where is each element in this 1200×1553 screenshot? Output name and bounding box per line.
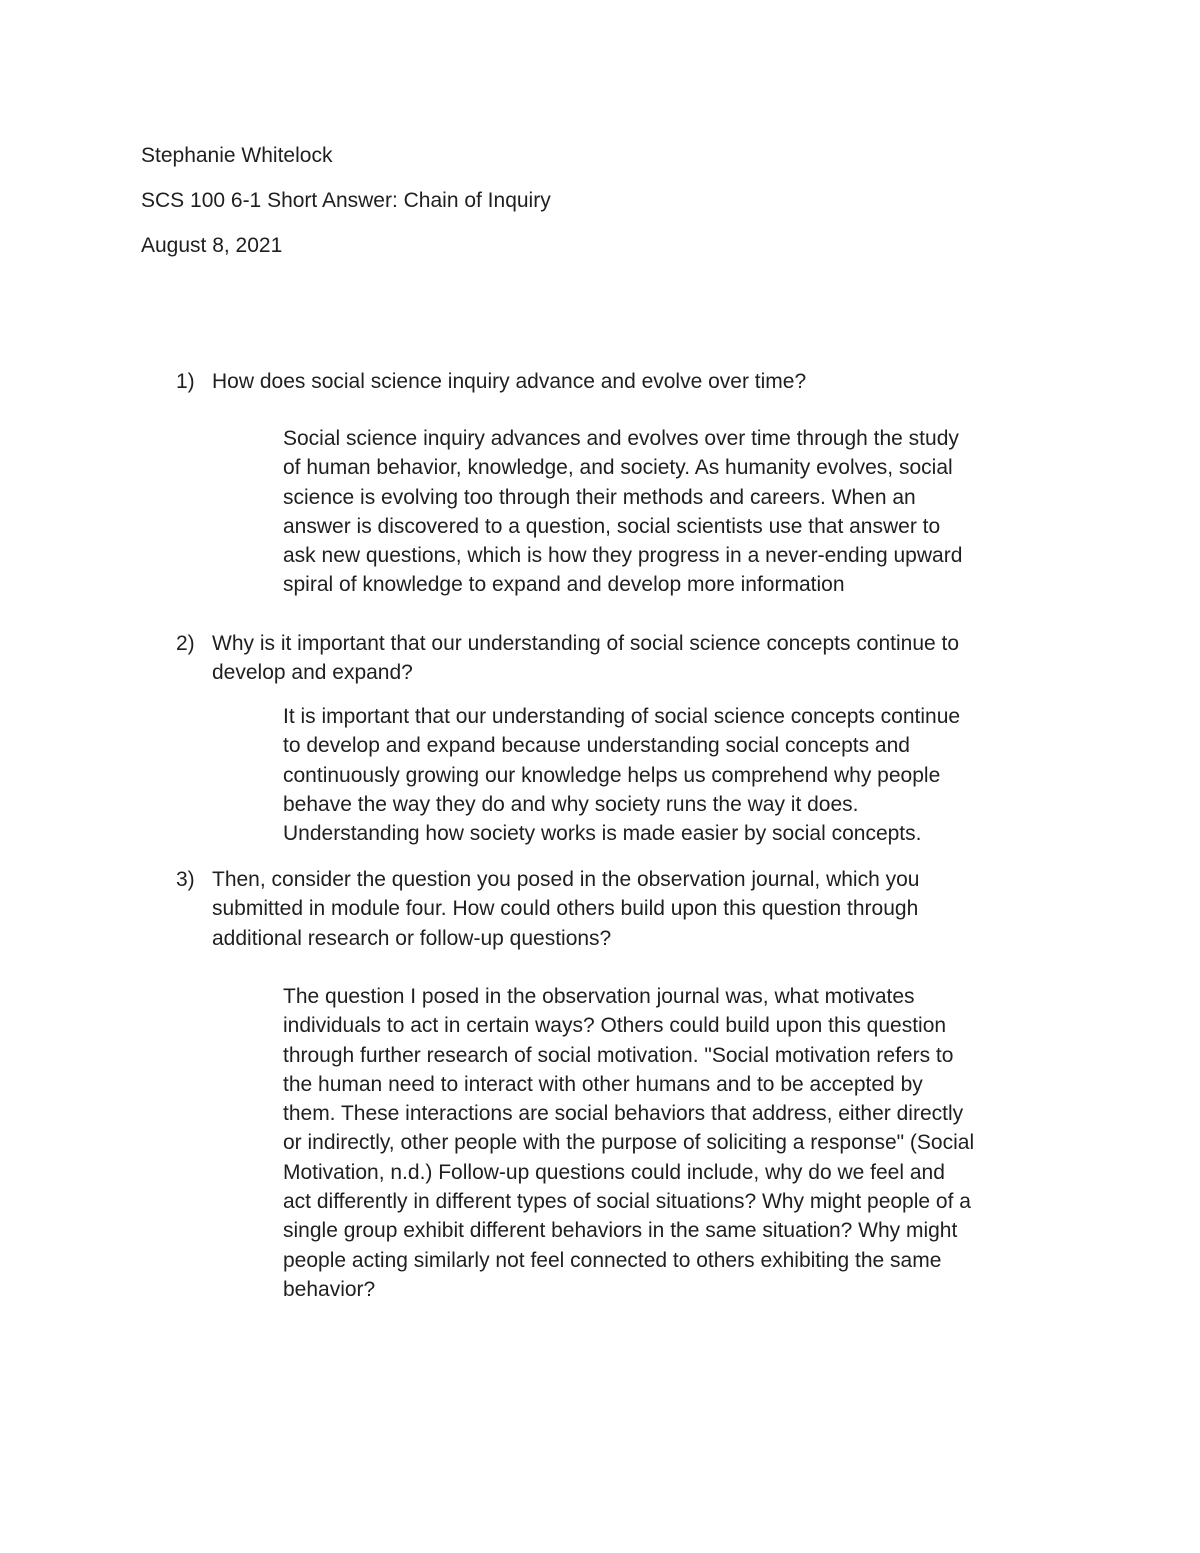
question-number-2: 2): [176, 632, 195, 655]
question-2-line: Why is it important that our understanding of social science concepts continue to: [212, 632, 960, 655]
answer-2-line: It is important that our understanding of social science concepts continue: [283, 705, 961, 728]
answer-1-line: answer is discovered to a question, social scientists use that answer to: [283, 514, 941, 538]
question-1-text: [212, 367, 1092, 396]
answer-3-line: single group exhibit different behaviors in the same situation? Why might: [283, 1219, 958, 1243]
question-3-line: submitted in module four. How could others build upon this question through: [212, 897, 919, 921]
question-number-1: 1): [176, 370, 195, 393]
answer-1: [283, 424, 1083, 600]
answer-3-line: through further research of social motivation. "Social motivation refers to: [283, 1043, 954, 1067]
answer-3-line: people acting similarly not feel connected to others exhibiting the same: [283, 1248, 942, 1272]
answer-1-line: Social science inquiry advances and evolves over time through the study: [283, 427, 959, 450]
answer-3-line: individuals to act in certain ways? Others could build upon this question: [283, 1014, 947, 1038]
question-3-line: Then, consider the question you posed in the observation journal, which you: [212, 868, 920, 891]
question-2-text: [212, 629, 1092, 688]
question-1-line: How does social science inquiry advance and evolve over time?: [212, 370, 807, 393]
author-name: Stephanie Whitelock: [141, 144, 333, 167]
question-2-line: develop and expand?: [212, 661, 413, 685]
answer-2-line: Understanding how society works is made easier by social concepts.: [283, 822, 922, 846]
answer-3-line: The question I posed in the observation journal was, what motivates: [283, 985, 915, 1008]
document-date: August 8, 2021: [141, 234, 283, 257]
answer-3-line: Motivation, n.d.) Follow-up questions could include, why do we feel and: [283, 1160, 945, 1184]
answer-1-line: ask new questions, which is how they progress in a never-ending upward: [283, 544, 963, 568]
answer-3-line: the human need to interact with other humans and to be accepted by: [283, 1072, 923, 1096]
answer-1-line: of human behavior, knowledge, and society. As humanity evolves, social: [283, 456, 953, 480]
answer-2-line: to develop and expand because understanding social concepts and: [283, 734, 910, 758]
answer-1-line: science is evolving too through their methods and careers. When an: [283, 485, 916, 509]
answer-2-line: behave the way they do and why society runs the way it does.: [283, 792, 859, 816]
answer-1-line: spiral of knowledge to expand and develop more information: [283, 573, 845, 597]
question-3-text: [212, 865, 1092, 953]
question-number-3: 3): [176, 868, 195, 891]
answer-2-line: continuously growing our knowledge helps us comprehend why people: [283, 763, 941, 787]
answer-3-line: them. These interactions are social behaviors that address, either directly: [283, 1102, 964, 1126]
answer-3-line: act differently in different types of social situations? Why might people of a: [283, 1190, 971, 1214]
answer-3-line: behavior?: [283, 1277, 376, 1301]
answer-3: [283, 982, 1083, 1304]
question-3-line: additional research or follow-up questions?: [212, 926, 612, 950]
answer-2: [283, 702, 1083, 848]
assignment-title: SCS 100 6-1 Short Answer: Chain of Inquiry: [141, 189, 551, 212]
answer-3-line: or indirectly, other people with the purpose of soliciting a response" (Social: [283, 1131, 975, 1155]
